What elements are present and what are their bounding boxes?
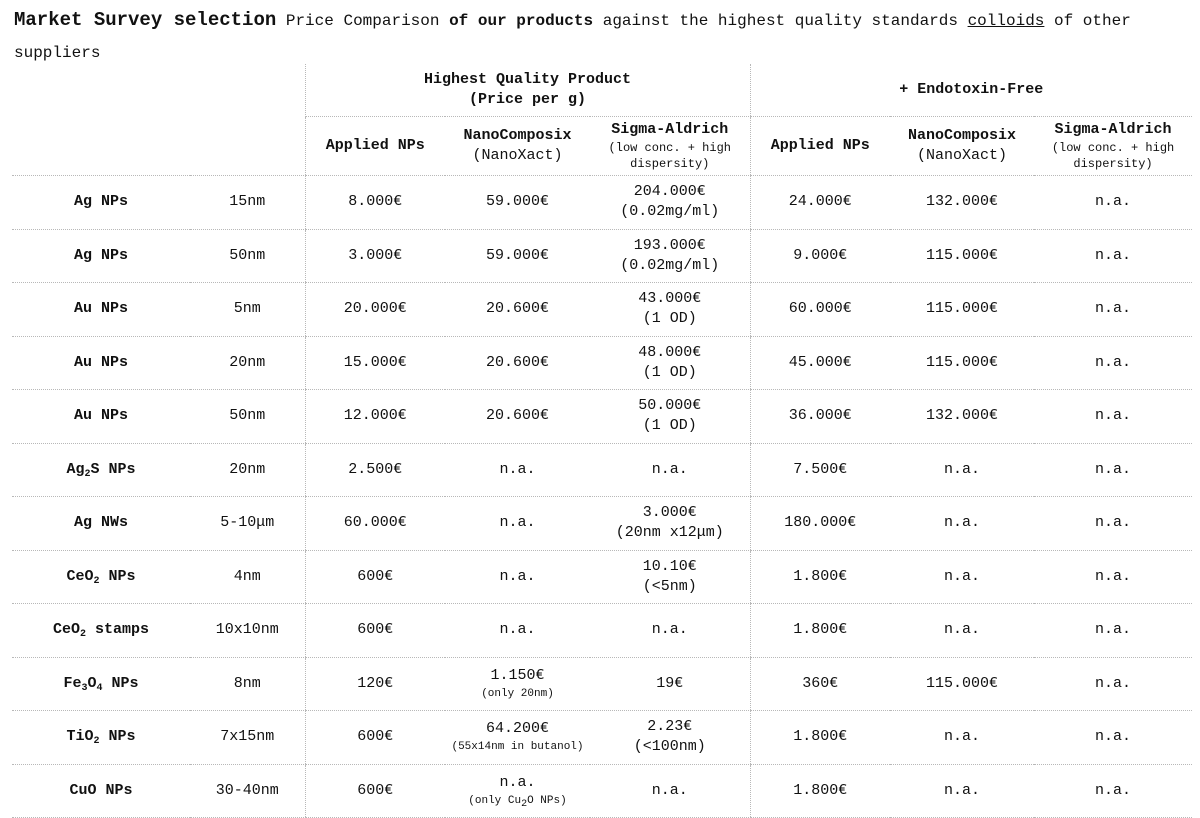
price-note: (<100nm) bbox=[633, 738, 706, 756]
particle-size: 5nm bbox=[190, 283, 305, 337]
price-value: n.a. bbox=[499, 773, 536, 791]
product-subscript: 2 bbox=[84, 468, 91, 480]
price-sigma-endotoxin: n.a. bbox=[1034, 283, 1192, 337]
product-subscript: 2 bbox=[79, 629, 86, 641]
price-note: (55x14nm in butanol) bbox=[451, 741, 584, 754]
product-name bbox=[12, 497, 190, 551]
price-value: 3.000€ bbox=[642, 504, 697, 522]
price-nanocomposix-quality bbox=[445, 390, 590, 444]
product-name bbox=[12, 229, 190, 283]
price-nanocomposix-endotoxin: 132.000€ bbox=[890, 390, 1034, 444]
price-sigma-endotoxin: n.a. bbox=[1034, 336, 1192, 390]
price-nanocomposix-endotoxin: n.a. bbox=[890, 764, 1034, 818]
price-sigma-endotoxin: n.a. bbox=[1034, 443, 1192, 497]
particle-size: 5-10μm bbox=[190, 497, 305, 551]
product-name bbox=[12, 176, 190, 230]
product-subscript-2: 4 bbox=[96, 682, 103, 694]
price-sigma-quality bbox=[590, 336, 750, 390]
price-note: (1 OD) bbox=[642, 417, 697, 435]
particle-size: 50nm bbox=[190, 390, 305, 444]
header-row-groups bbox=[12, 64, 1192, 117]
product-name bbox=[12, 283, 190, 337]
price-sigma-quality bbox=[590, 176, 750, 230]
header-sigma-q: Sigma-Aldrich (low conc. + high dispersity) bbox=[590, 117, 750, 176]
header-nanocomposix-e: NanoComposix (NanoXact) bbox=[890, 117, 1034, 176]
table-row bbox=[12, 283, 1192, 337]
header-nanocomposix-q: NanoComposix (NanoXact) bbox=[445, 117, 590, 176]
price-note: (0.02mg/ml) bbox=[620, 256, 720, 274]
particle-size: 4nm bbox=[190, 550, 305, 604]
price-applied-endotoxin: 1.800€ bbox=[750, 711, 890, 765]
intro-text-2: against the highest quality standards bbox=[593, 12, 968, 30]
price-value: 59.000€ bbox=[485, 246, 549, 264]
price-applied-quality: 600€ bbox=[305, 604, 445, 658]
price-value: n.a. bbox=[499, 514, 536, 532]
group-highest-quality-title: Highest Quality Product bbox=[423, 71, 632, 88]
group-endotoxin-free-title: + Endotoxin-Free bbox=[899, 81, 1044, 98]
product-suffix: NPs bbox=[99, 728, 136, 746]
price-value: 204.000€ bbox=[633, 183, 706, 201]
price-sigma-endotoxin: n.a. bbox=[1034, 390, 1192, 444]
price-value: 2.23€ bbox=[647, 718, 693, 736]
price-nanocomposix-quality bbox=[445, 443, 590, 497]
price-note bbox=[445, 793, 590, 809]
price-applied-quality: 15.000€ bbox=[305, 336, 445, 390]
particle-size: 30-40nm bbox=[190, 764, 305, 818]
price-nanocomposix-quality bbox=[445, 550, 590, 604]
product-name bbox=[12, 390, 190, 444]
product-name bbox=[12, 764, 190, 818]
price-applied-quality: 3.000€ bbox=[305, 229, 445, 283]
table-row bbox=[12, 176, 1192, 230]
price-applied-endotoxin: 7.500€ bbox=[750, 443, 890, 497]
price-sigma-endotoxin: n.a. bbox=[1034, 497, 1192, 551]
particle-size: 7x15nm bbox=[190, 711, 305, 765]
price-value: n.a. bbox=[499, 621, 536, 639]
price-note: (0.02mg/ml) bbox=[620, 203, 720, 221]
product-base: Ag bbox=[66, 460, 85, 478]
price-note-subscript: 2 bbox=[521, 798, 528, 810]
product-suffix-2: NPs bbox=[102, 674, 139, 692]
particle-size: 20nm bbox=[190, 443, 305, 497]
table-row bbox=[12, 764, 1192, 818]
intro-heading bbox=[14, 4, 1189, 69]
price-value: n.a. bbox=[499, 460, 536, 478]
price-value: 20.600€ bbox=[485, 300, 549, 318]
product-base: Au NPs bbox=[73, 407, 128, 425]
product-base: Ag NWs bbox=[73, 514, 128, 532]
price-value: 193.000€ bbox=[633, 236, 706, 254]
price-sigma-quality bbox=[590, 390, 750, 444]
header-sigma-e: Sigma-Aldrich (low conc. + high dispersity) bbox=[1034, 117, 1192, 176]
price-value: 64.200€ bbox=[485, 720, 549, 738]
product-name bbox=[12, 443, 190, 497]
price-sigma-endotoxin: n.a. bbox=[1034, 764, 1192, 818]
particle-size: 50nm bbox=[190, 229, 305, 283]
price-note: (<5nm) bbox=[642, 577, 697, 595]
price-sigma-quality bbox=[590, 497, 750, 551]
intro-text-bold: of our products bbox=[449, 12, 594, 30]
price-nanocomposix-endotoxin: n.a. bbox=[890, 497, 1034, 551]
price-nanocomposix-quality bbox=[445, 336, 590, 390]
price-value: 1.150€ bbox=[490, 666, 545, 684]
product-suffix: NPs bbox=[99, 567, 136, 585]
price-note: (1 OD) bbox=[642, 310, 697, 328]
particle-size: 8nm bbox=[190, 657, 305, 711]
product-name bbox=[12, 657, 190, 711]
price-sigma-quality bbox=[590, 711, 750, 765]
price-sigma-quality bbox=[590, 550, 750, 604]
price-applied-quality: 8.000€ bbox=[305, 176, 445, 230]
particle-size: 10x10nm bbox=[190, 604, 305, 658]
product-suffix: stamps bbox=[86, 621, 150, 639]
price-nanocomposix-endotoxin: 132.000€ bbox=[890, 176, 1034, 230]
price-applied-endotoxin: 1.800€ bbox=[750, 550, 890, 604]
group-highest-quality bbox=[305, 64, 750, 117]
group-price-per-g: (Price per g) bbox=[468, 91, 587, 108]
price-nanocomposix-endotoxin: n.a. bbox=[890, 604, 1034, 658]
price-sigma-quality bbox=[590, 283, 750, 337]
price-sigma-quality bbox=[590, 604, 750, 658]
price-note: (1 OD) bbox=[642, 363, 697, 381]
product-subscript: 3 bbox=[81, 682, 88, 694]
price-note-part: (only Cu bbox=[468, 794, 522, 807]
particle-size: 15nm bbox=[190, 176, 305, 230]
product-suffix: O bbox=[87, 674, 97, 692]
price-applied-endotoxin: 1.800€ bbox=[750, 604, 890, 658]
price-nanocomposix-quality bbox=[445, 711, 590, 765]
price-value: n.a. bbox=[651, 621, 688, 639]
price-applied-quality: 600€ bbox=[305, 711, 445, 765]
price-applied-endotoxin: 45.000€ bbox=[750, 336, 890, 390]
intro-text-1: Price Comparison bbox=[276, 12, 450, 30]
price-applied-endotoxin: 24.000€ bbox=[750, 176, 890, 230]
price-applied-quality: 600€ bbox=[305, 550, 445, 604]
particle-size: 20nm bbox=[190, 336, 305, 390]
product-name bbox=[12, 711, 190, 765]
price-value: 19€ bbox=[656, 674, 684, 692]
table-row bbox=[12, 550, 1192, 604]
price-nanocomposix-quality bbox=[445, 497, 590, 551]
product-subscript: 2 bbox=[93, 736, 100, 748]
price-nanocomposix-endotoxin: n.a. bbox=[890, 443, 1034, 497]
price-nanocomposix-endotoxin: 115.000€ bbox=[890, 657, 1034, 711]
price-sigma-endotoxin: n.a. bbox=[1034, 604, 1192, 658]
product-base: CeO bbox=[66, 567, 94, 585]
price-nanocomposix-endotoxin: n.a. bbox=[890, 550, 1034, 604]
price-nanocomposix-quality bbox=[445, 229, 590, 283]
price-sigma-endotoxin: n.a. bbox=[1034, 711, 1192, 765]
price-sigma-endotoxin: n.a. bbox=[1034, 229, 1192, 283]
price-nanocomposix-endotoxin: 115.000€ bbox=[890, 229, 1034, 283]
price-nanocomposix-endotoxin: n.a. bbox=[890, 711, 1034, 765]
price-sigma-endotoxin: n.a. bbox=[1034, 657, 1192, 711]
price-comparison-table bbox=[12, 64, 1192, 818]
product-suffix: S NPs bbox=[90, 460, 136, 478]
price-value: 20.600€ bbox=[485, 353, 549, 371]
table-row bbox=[12, 443, 1192, 497]
price-applied-endotoxin: 60.000€ bbox=[750, 283, 890, 337]
product-base: Au NPs bbox=[73, 353, 128, 371]
price-sigma-endotoxin: n.a. bbox=[1034, 550, 1192, 604]
price-value: 20.600€ bbox=[485, 407, 549, 425]
table-row bbox=[12, 336, 1192, 390]
product-name bbox=[12, 336, 190, 390]
colloids-link[interactable]: colloids bbox=[967, 12, 1045, 30]
header-row-suppliers bbox=[12, 117, 1192, 176]
price-nanocomposix-endotoxin: 115.000€ bbox=[890, 336, 1034, 390]
price-nanocomposix-endotoxin: 115.000€ bbox=[890, 283, 1034, 337]
header-applied-q: Applied NPs bbox=[305, 117, 445, 176]
intro-text-3: of other suppliers bbox=[14, 12, 1131, 62]
price-applied-quality: 2.500€ bbox=[305, 443, 445, 497]
group-endotoxin-free bbox=[750, 64, 1192, 117]
table-row bbox=[12, 657, 1192, 711]
product-base: Ag NPs bbox=[73, 193, 128, 211]
price-nanocomposix-quality bbox=[445, 176, 590, 230]
price-note-part: O NPs) bbox=[527, 794, 567, 807]
price-applied-endotoxin: 360€ bbox=[750, 657, 890, 711]
product-base: Au NPs bbox=[73, 300, 128, 318]
price-value: 48.000€ bbox=[638, 343, 702, 361]
price-applied-endotoxin: 9.000€ bbox=[750, 229, 890, 283]
price-applied-quality: 20.000€ bbox=[305, 283, 445, 337]
price-applied-quality: 60.000€ bbox=[305, 497, 445, 551]
product-name bbox=[12, 604, 190, 658]
product-base: CuO NPs bbox=[69, 781, 133, 799]
price-value: n.a. bbox=[651, 781, 688, 799]
price-value: 50.000€ bbox=[638, 397, 702, 415]
price-applied-quality: 12.000€ bbox=[305, 390, 445, 444]
table-row bbox=[12, 497, 1192, 551]
table-row bbox=[12, 390, 1192, 444]
price-applied-quality: 600€ bbox=[305, 764, 445, 818]
price-sigma-quality bbox=[590, 657, 750, 711]
survey-title: Market Survey selection bbox=[14, 9, 277, 31]
price-value: 10.10€ bbox=[642, 557, 697, 575]
price-sigma-quality bbox=[590, 764, 750, 818]
product-base: TiO bbox=[66, 728, 94, 746]
price-nanocomposix-quality bbox=[445, 657, 590, 711]
price-nanocomposix-quality bbox=[445, 283, 590, 337]
product-subscript: 2 bbox=[93, 575, 100, 587]
price-note: (20nm x12μm) bbox=[615, 524, 724, 542]
price-nanocomposix-quality bbox=[445, 604, 590, 658]
table-row bbox=[12, 229, 1192, 283]
product-base: Fe bbox=[63, 674, 82, 692]
price-value: n.a. bbox=[651, 460, 688, 478]
product-base: Ag NPs bbox=[73, 246, 128, 264]
header-applied-e: Applied NPs bbox=[750, 117, 890, 176]
price-sigma-endotoxin: n.a. bbox=[1034, 176, 1192, 230]
price-sigma-quality bbox=[590, 229, 750, 283]
price-value: 43.000€ bbox=[638, 290, 702, 308]
price-value: 59.000€ bbox=[485, 193, 549, 211]
price-sigma-quality bbox=[590, 443, 750, 497]
price-applied-endotoxin: 1.800€ bbox=[750, 764, 890, 818]
table-row bbox=[12, 604, 1192, 658]
price-nanocomposix-quality bbox=[445, 764, 590, 818]
price-applied-endotoxin: 36.000€ bbox=[750, 390, 890, 444]
price-note: (only 20nm) bbox=[481, 687, 554, 700]
product-base: CeO bbox=[52, 621, 80, 639]
table-row bbox=[12, 711, 1192, 765]
product-name bbox=[12, 550, 190, 604]
price-value: n.a. bbox=[499, 567, 536, 585]
price-applied-quality: 120€ bbox=[305, 657, 445, 711]
price-applied-endotoxin: 180.000€ bbox=[750, 497, 890, 551]
